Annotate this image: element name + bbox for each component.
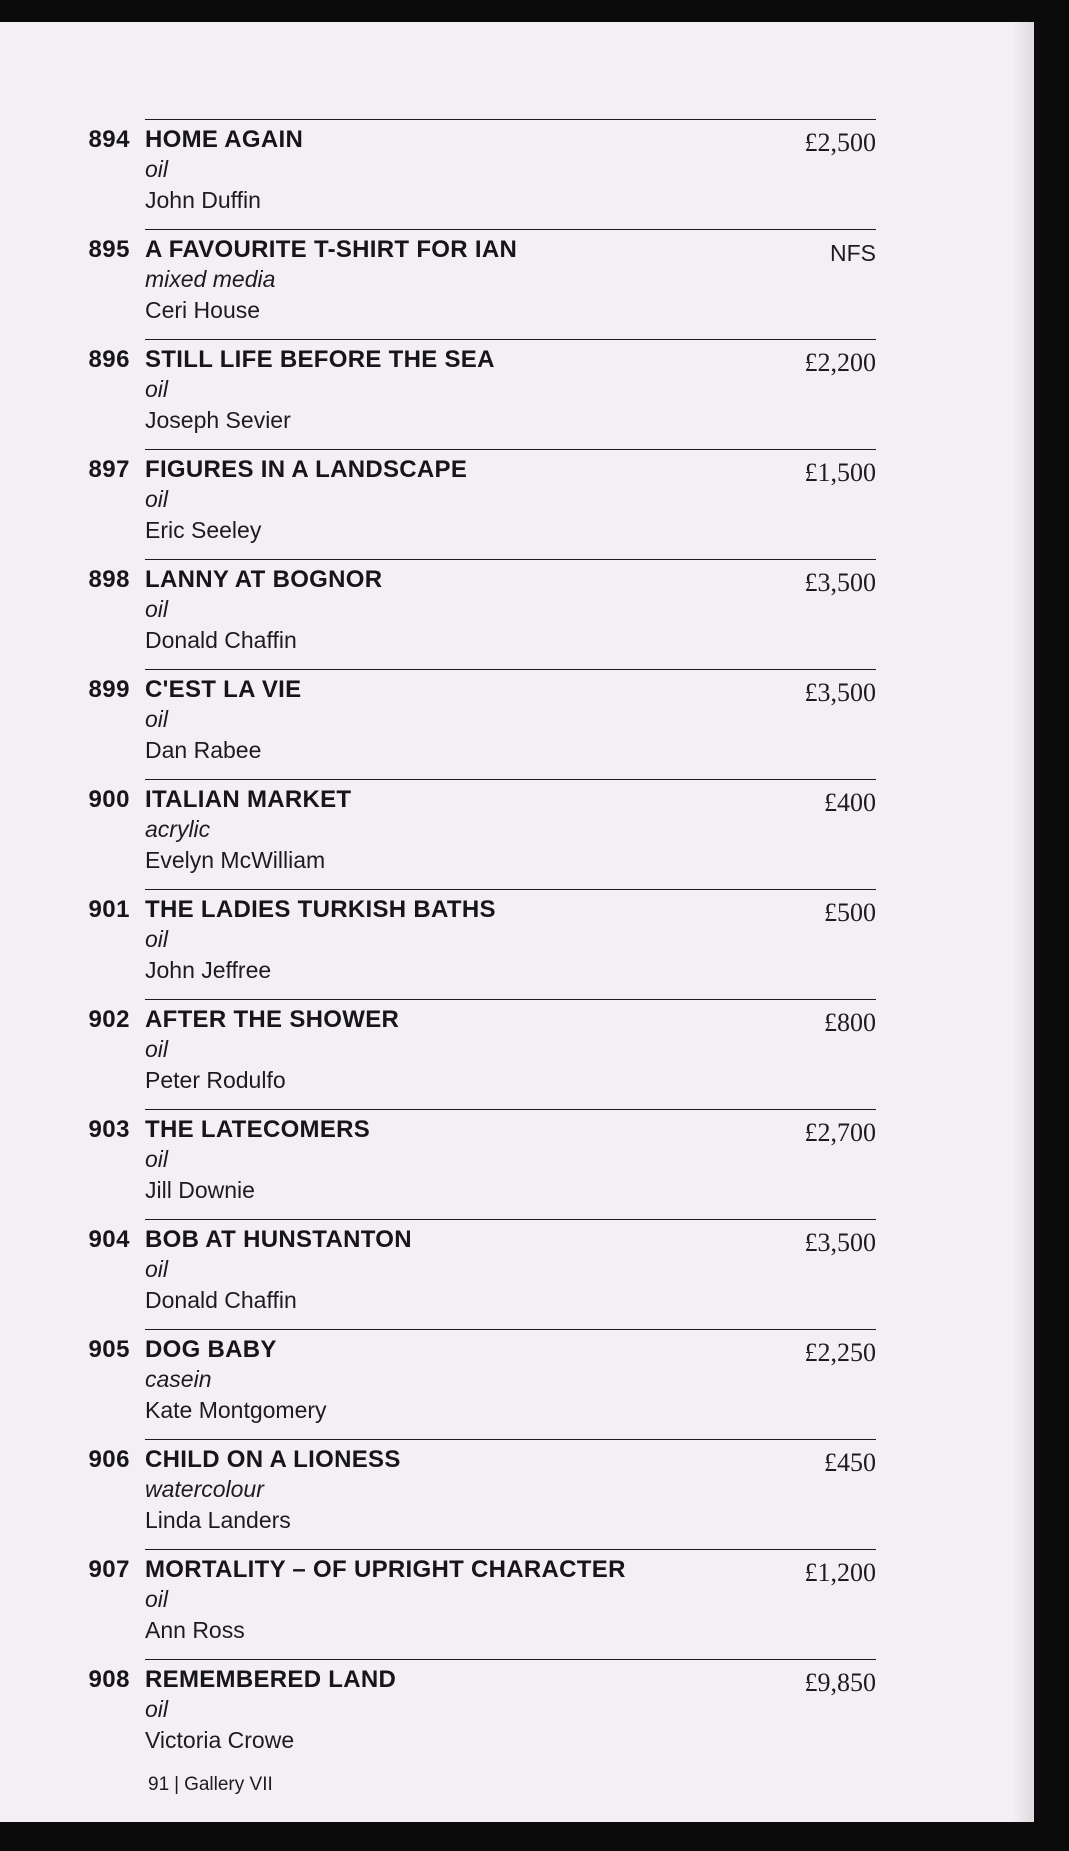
entry-medium: oil [145, 1586, 169, 1612]
entry-divider [145, 449, 876, 450]
entry-medium: oil [145, 1036, 169, 1062]
entry-medium: oil [145, 1146, 169, 1172]
catalogue-entry [0, 536, 1030, 653]
entry-artist: Victoria Crowe [145, 1727, 295, 1753]
entry-number: 900 [88, 786, 130, 813]
entry-title: FIGURES IN A LANDSCAPE [145, 456, 468, 483]
entry-divider [145, 1109, 876, 1110]
entry-medium: acrylic [145, 816, 211, 842]
entry-number: 904 [88, 1226, 130, 1253]
entry-medium: oil [145, 706, 169, 732]
entry-title: STILL LIFE BEFORE THE SEA [145, 346, 495, 373]
catalogue-entry [0, 316, 1030, 433]
entry-number: 908 [88, 1666, 130, 1693]
entry-price: £400 [824, 788, 876, 817]
entry-medium: mixed media [145, 266, 276, 292]
entry-medium: oil [145, 156, 169, 182]
catalogue-entry [0, 1086, 1030, 1203]
entry-artist: Eric Seeley [145, 517, 262, 543]
entry-divider [145, 339, 876, 340]
footer-page-number: 91 [148, 1774, 170, 1795]
entry-title: REMEMBERED LAND [145, 1666, 397, 1693]
entry-price: £2,250 [804, 1338, 876, 1367]
entry-title: THE LATECOMERS [145, 1116, 371, 1143]
catalogue-entry [0, 1416, 1030, 1533]
entry-title: ITALIAN MARKET [145, 786, 352, 813]
catalogue-entry [0, 1196, 1030, 1313]
footer-separator: | [174, 1774, 180, 1795]
entry-price: £1,500 [804, 458, 876, 487]
footer-section: Gallery VII [184, 1774, 273, 1795]
entry-price: £450 [824, 1448, 876, 1477]
catalogue-entry [0, 1306, 1030, 1423]
entry-number: 905 [88, 1336, 130, 1363]
entry-price: £2,200 [804, 348, 876, 377]
entry-number: 894 [88, 126, 130, 153]
entry-title: LANNY AT BOGNOR [145, 566, 383, 593]
entry-title: DOG BABY [145, 1336, 277, 1363]
entry-price: £3,500 [804, 568, 876, 597]
entry-divider [145, 559, 876, 560]
entry-price: £2,500 [804, 128, 876, 157]
entry-artist: Donald Chaffin [145, 627, 297, 653]
entry-medium: oil [145, 1256, 169, 1282]
entry-title: A FAVOURITE T-SHIRT FOR IAN [145, 236, 518, 263]
catalogue-entry [0, 426, 1030, 543]
entry-number: 896 [88, 346, 130, 373]
entry-medium: oil [145, 376, 169, 402]
entry-number: 901 [88, 896, 130, 923]
entry-title: CHILD ON A LIONESS [145, 1446, 401, 1473]
catalogue-entry-list [0, 96, 1030, 1753]
catalogue-entry [0, 866, 1030, 983]
entry-title: C'EST LA VIE [145, 676, 302, 703]
entry-artist: Kate Montgomery [145, 1397, 327, 1423]
catalogue-page [0, 22, 1034, 1822]
entry-artist: Dan Rabee [145, 737, 262, 763]
entry-number: 903 [88, 1116, 130, 1143]
catalogue-entry [0, 1636, 1030, 1753]
entry-number: 899 [88, 676, 130, 703]
entry-divider [145, 1219, 876, 1220]
entry-divider [145, 1439, 876, 1440]
catalogue-entry [0, 976, 1030, 1093]
entry-price: £9,850 [804, 1668, 876, 1697]
entry-artist: Linda Landers [145, 1507, 291, 1533]
entry-medium: oil [145, 596, 169, 622]
entry-divider [145, 119, 876, 120]
entry-price: £3,500 [804, 1228, 876, 1257]
entry-divider [145, 1329, 876, 1330]
entry-price: £3,500 [804, 678, 876, 707]
entry-artist: Jill Downie [145, 1177, 255, 1203]
entry-price: £800 [824, 1008, 876, 1037]
entry-title: MORTALITY – OF UPRIGHT CHARACTER [145, 1556, 626, 1583]
entry-artist: Joseph Sevier [145, 407, 291, 433]
entry-divider [145, 669, 876, 670]
entry-divider [145, 1549, 876, 1550]
entry-number: 898 [88, 566, 130, 593]
catalogue-entry [0, 206, 1030, 323]
entry-artist: Evelyn McWilliam [145, 847, 326, 873]
entry-artist: Donald Chaffin [145, 1287, 297, 1313]
entry-divider [145, 999, 876, 1000]
entry-title: HOME AGAIN [145, 126, 304, 153]
entry-medium: oil [145, 926, 169, 952]
catalogue-entry [0, 96, 1030, 213]
entry-divider [145, 779, 876, 780]
catalogue-entry [0, 646, 1030, 763]
entry-medium: oil [145, 1696, 169, 1722]
entry-price: NFS [830, 240, 876, 266]
entry-artist: John Duffin [145, 187, 261, 213]
entry-divider [145, 229, 876, 230]
entry-medium: oil [145, 486, 169, 512]
entry-artist: Ann Ross [145, 1617, 245, 1643]
entry-artist: Peter Rodulfo [145, 1067, 286, 1093]
entry-title: BOB AT HUNSTANTON [145, 1226, 412, 1253]
entry-artist: Ceri House [145, 297, 261, 323]
entry-price: £500 [824, 898, 876, 927]
entry-divider [145, 1659, 876, 1660]
entry-number: 902 [88, 1006, 130, 1033]
page-footer [148, 1774, 273, 1796]
entry-title: AFTER THE SHOWER [145, 1006, 400, 1033]
entry-divider [145, 889, 876, 890]
entry-number: 907 [88, 1556, 130, 1583]
entry-title: THE LADIES TURKISH BATHS [145, 896, 496, 923]
catalogue-entry [0, 756, 1030, 873]
entry-medium: watercolour [145, 1476, 264, 1502]
entry-number: 895 [88, 236, 130, 263]
catalogue-entry [0, 1526, 1030, 1643]
entry-number: 906 [88, 1446, 130, 1473]
entry-artist: John Jeffree [145, 957, 272, 983]
entry-price: £1,200 [804, 1558, 876, 1587]
entry-price: £2,700 [804, 1118, 876, 1147]
entry-medium: casein [145, 1366, 212, 1392]
entry-number: 897 [88, 456, 130, 483]
